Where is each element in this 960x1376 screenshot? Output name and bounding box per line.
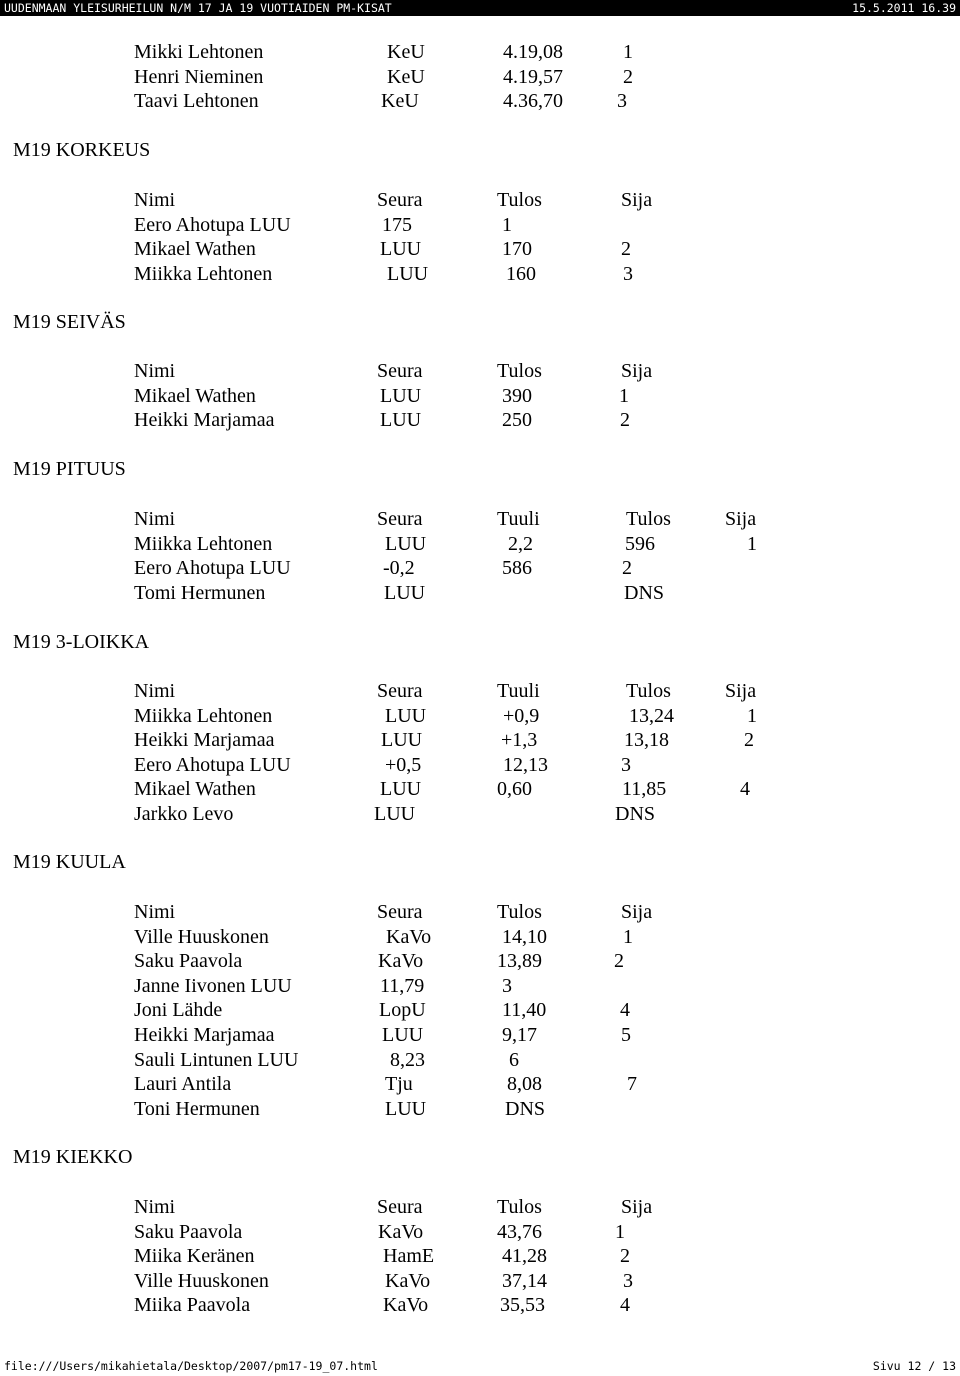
- result-cell: 2: [620, 1245, 630, 1268]
- column-header-cell: Nimi: [134, 680, 176, 702]
- result-cell: 3: [621, 753, 631, 776]
- result-cell: +0,5: [385, 753, 422, 776]
- result-cell: 6: [509, 1048, 519, 1071]
- result-cell: 3: [617, 90, 627, 113]
- result-cell: 2: [744, 729, 754, 752]
- result-cell: Sauli Lintunen LUU: [134, 1048, 299, 1071]
- result-cell: 1: [502, 213, 512, 236]
- result-cell: 12,13: [503, 753, 548, 776]
- result-cell: 2: [621, 238, 631, 261]
- column-header-cell: Nimi: [134, 360, 176, 382]
- column-header-cell: Sija: [621, 1196, 653, 1218]
- result-cell: 7: [627, 1073, 637, 1096]
- event-title: M19 KORKEUS: [13, 139, 151, 161]
- page-number: Sivu 12 / 13: [872, 1359, 956, 1373]
- result-cell: 596: [625, 532, 655, 555]
- result-cell: Ville Huuskonen: [134, 1269, 269, 1292]
- result-cell: Tomi Hermunen: [134, 581, 266, 604]
- result-cell: Mikael Wathen: [134, 238, 256, 261]
- event-title: M19 3-LOIKKA: [13, 631, 150, 653]
- column-header-cell: Tulos: [497, 1196, 542, 1218]
- column-header-cell: Seura: [377, 360, 423, 382]
- page-header: [0, 0, 960, 16]
- result-cell: Mikki Lehtonen: [134, 41, 264, 63]
- result-cell: 14,10: [502, 925, 547, 948]
- page-footer: [0, 1356, 960, 1376]
- result-cell: 37,14: [502, 1269, 547, 1292]
- column-header-cell: Nimi: [134, 508, 176, 530]
- result-cell: LUU: [382, 1024, 424, 1046]
- result-cell: DNS: [505, 1097, 546, 1120]
- result-cell: 1: [619, 384, 629, 407]
- file-path: file:///Users/mikahietala/Desktop/2007/pm17-19_07.html: [4, 1359, 378, 1373]
- result-cell: DNS: [624, 581, 665, 604]
- result-cell: Eero Ahotupa LUU: [134, 753, 291, 776]
- result-cell: Janne Iivonen LUU: [134, 974, 292, 997]
- column-header-cell: Tulos: [626, 680, 671, 702]
- result-cell: LUU: [384, 581, 426, 604]
- column-header-cell: Sija: [621, 360, 653, 382]
- result-cell: 0,60: [497, 778, 532, 801]
- result-cell: 4: [620, 999, 630, 1022]
- result-cell: 35,53: [500, 1294, 545, 1317]
- result-cell: Saku Paavola: [134, 1220, 243, 1243]
- result-cell: Mikael Wathen: [134, 384, 256, 407]
- event-title: M19 KUULA: [13, 851, 126, 873]
- result-cell: 11,85: [622, 778, 667, 801]
- result-cell: 4: [740, 778, 750, 801]
- event-title: M19 PITUUS: [13, 458, 126, 480]
- column-header-cell: Seura: [377, 1196, 423, 1218]
- event-title: M19 SEIVÄS: [13, 311, 126, 333]
- print-datetime: 15.5.2011 16.39: [852, 1, 956, 15]
- result-cell: 1: [747, 704, 757, 727]
- result-cell: Heikki Marjamaa: [134, 729, 275, 752]
- result-cell: 11,40: [502, 999, 547, 1022]
- result-cell: LUU: [380, 778, 422, 801]
- result-cell: LUU: [380, 409, 422, 432]
- result-cell: 250: [502, 409, 532, 432]
- result-cell: Lauri Antila: [134, 1073, 232, 1096]
- event-title: M19 KIEKKO: [13, 1146, 133, 1168]
- result-cell: Eero Ahotupa LUU: [134, 557, 291, 580]
- result-cell: 2: [620, 409, 630, 432]
- result-cell: KaVo: [385, 1269, 431, 1292]
- column-header-cell: Tulos: [626, 508, 671, 530]
- result-cell: Miika Keränen: [134, 1245, 255, 1268]
- column-header-cell: Tuuli: [497, 680, 540, 702]
- column-header-cell: Nimi: [134, 901, 176, 923]
- result-cell: LopU: [379, 999, 426, 1022]
- result-cell: LUU: [385, 704, 427, 727]
- result-cell: DNS: [615, 803, 656, 825]
- result-cell: Miikka Lehtonen: [134, 704, 273, 727]
- result-cell: LUU: [381, 729, 423, 752]
- result-cell: KeU: [381, 90, 419, 113]
- result-cell: LUU: [380, 238, 422, 261]
- result-cell: Toni Hermunen: [134, 1097, 260, 1120]
- result-cell: Miikka Lehtonen: [134, 262, 273, 285]
- result-cell: 170: [502, 238, 532, 261]
- result-cell: +1,3: [501, 729, 538, 752]
- result-cell: LUU: [374, 803, 416, 825]
- document-title: UUDENMAAN YLEISURHEILUN N/M 17 JA 19 VUOTIAIDEN PM-KISAT: [4, 1, 392, 15]
- result-cell: 8,08: [507, 1073, 542, 1096]
- result-cell: Heikki Marjamaa: [134, 1024, 275, 1046]
- result-cell: Jarkko Levo: [134, 803, 234, 825]
- column-header-cell: Sija: [725, 680, 757, 702]
- column-header-cell: Sija: [621, 189, 653, 211]
- column-header-cell: Nimi: [134, 1196, 176, 1218]
- result-cell: 390: [502, 384, 532, 407]
- result-cell: 3: [623, 262, 633, 285]
- result-cell: 2: [623, 65, 633, 88]
- result-cell: 4.36,70: [503, 90, 563, 113]
- result-cell: 8,23: [390, 1048, 425, 1071]
- result-cell: 43,76: [497, 1220, 542, 1243]
- result-cell: KeU: [387, 65, 425, 88]
- result-cell: LUU: [385, 1097, 427, 1120]
- result-cell: Taavi Lehtonen: [134, 90, 259, 113]
- result-cell: Joni Lähde: [134, 999, 223, 1022]
- result-cell: 2: [614, 950, 624, 973]
- result-cell: 160: [506, 262, 536, 285]
- column-header-cell: Sija: [725, 508, 757, 530]
- result-cell: 5: [621, 1024, 631, 1046]
- result-cell: 1: [615, 1220, 625, 1243]
- result-cell: LUU: [380, 384, 422, 407]
- result-cell: 3: [623, 1269, 633, 1292]
- column-header-cell: Tulos: [497, 901, 542, 923]
- result-cell: 1: [747, 532, 757, 555]
- result-cell: 4.19,08: [503, 41, 563, 63]
- result-cell: KaVo: [383, 1294, 429, 1317]
- result-cell: 13,24: [629, 704, 674, 727]
- result-cell: KaVo: [378, 1220, 424, 1243]
- result-cell: 41,28: [502, 1245, 547, 1268]
- result-cell: HamE: [383, 1245, 435, 1268]
- result-cell: 13,89: [497, 950, 542, 973]
- result-cell: LUU: [387, 262, 429, 285]
- result-cell: Eero Ahotupa LUU: [134, 213, 291, 236]
- result-cell: 9,17: [502, 1024, 537, 1046]
- column-header-cell: Tuuli: [497, 508, 540, 530]
- result-cell: Henri Nieminen: [134, 65, 264, 88]
- column-header-cell: Seura: [377, 901, 423, 923]
- result-cell: Miika Paavola: [134, 1294, 251, 1317]
- result-cell: 1: [623, 41, 633, 63]
- result-cell: Tju: [385, 1073, 413, 1096]
- result-cell: 1: [623, 925, 633, 948]
- result-cell: 4: [620, 1294, 630, 1317]
- result-cell: +0,9: [503, 704, 540, 727]
- column-header-cell: Nimi: [134, 189, 176, 211]
- result-cell: 3: [502, 974, 512, 997]
- result-cell: Heikki Marjamaa: [134, 409, 275, 432]
- result-cell: Saku Paavola: [134, 950, 243, 973]
- column-header-cell: Sija: [621, 901, 653, 923]
- result-cell: -0,2: [383, 557, 415, 580]
- column-header-cell: Seura: [377, 680, 423, 702]
- result-cell: Miikka Lehtonen: [134, 532, 273, 555]
- result-cell: KeU: [387, 41, 425, 63]
- column-header-cell: Tulos: [497, 189, 542, 211]
- result-cell: 2: [622, 557, 632, 580]
- result-cell: 2,2: [508, 532, 533, 555]
- result-cell: 586: [502, 557, 532, 580]
- column-header-cell: Tulos: [497, 360, 542, 382]
- result-cell: KaVo: [378, 950, 424, 973]
- result-cell: Mikael Wathen: [134, 778, 256, 801]
- result-cell: 175: [382, 213, 412, 236]
- result-cell: KaVo: [386, 925, 432, 948]
- column-header-cell: Seura: [377, 508, 423, 530]
- result-cell: Ville Huuskonen: [134, 925, 269, 948]
- result-cell: 13,18: [624, 729, 669, 752]
- column-header-cell: Seura: [377, 189, 423, 211]
- result-cell: 4.19,57: [503, 65, 563, 88]
- result-cell: 11,79: [380, 974, 425, 997]
- result-cell: LUU: [385, 532, 427, 555]
